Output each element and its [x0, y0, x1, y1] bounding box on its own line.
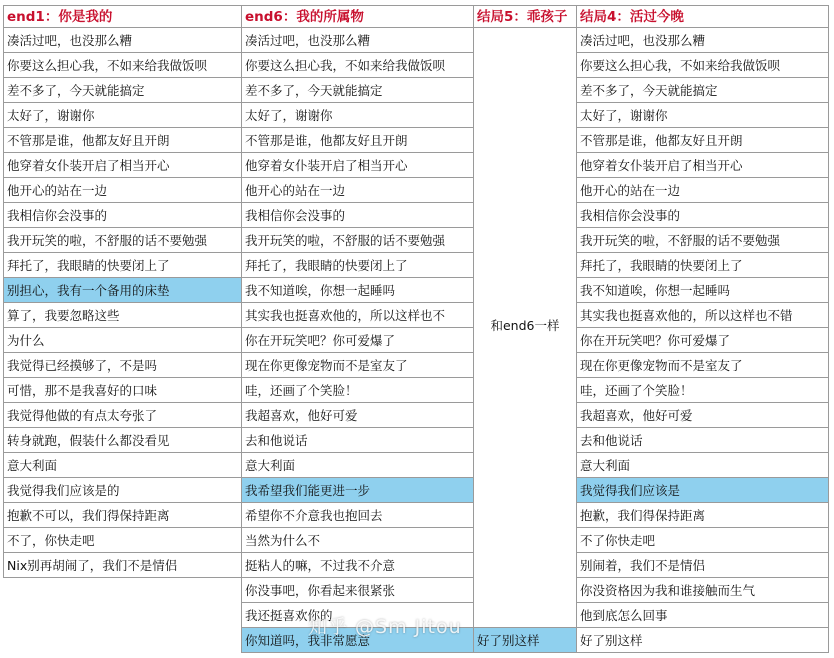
table-cell: 我开玩笑的啦，不舒服的话不要勉强 — [241, 228, 473, 253]
table-cell: 我超喜欢，他好可爱 — [576, 403, 829, 428]
table-cell: 不了你快走吧 — [576, 528, 829, 553]
table-cell: 我还挺喜欢你的 — [241, 603, 473, 628]
column-header: end6：我的所属物 — [241, 5, 473, 28]
table-cell: 凑活过吧，也没那么糟 — [241, 28, 473, 53]
table-cell: 别闹着，我们不是情侣 — [576, 553, 829, 578]
table-cell: 你在开玩笑吧？你可爱爆了 — [576, 328, 829, 353]
table-cell: 挺粘人的嘛，不过我不介意 — [241, 553, 473, 578]
table-cell: 你知道吗，我非常愿意 — [241, 628, 473, 653]
table-cell: 抱歉，我们得保持距离 — [576, 503, 829, 528]
table-cell: 我觉得他做的有点太夸张了 — [3, 403, 241, 428]
table-cell: 他开心的站在一边 — [241, 178, 473, 203]
table-cell: 我不知道唉，你想一起睡吗 — [576, 278, 829, 303]
table-cell: 拜托了，我眼睛的快要闭上了 — [576, 253, 829, 278]
table-cell: 差不多了，今天就能搞定 — [576, 78, 829, 103]
table-cell: 他穿着女仆装开启了相当开心 — [3, 153, 241, 178]
table-cell: 你没事吧，你看起来很紧张 — [241, 578, 473, 603]
table-cell: 你在开玩笑吧？你可爱爆了 — [241, 328, 473, 353]
table-cell: 太好了，谢谢你 — [241, 103, 473, 128]
table-cell: 差不多了，今天就能搞定 — [241, 78, 473, 103]
column-end1 — [3, 5, 241, 578]
table-cell: 你没资格因为我和谁接触而生气 — [576, 578, 829, 603]
column-end6 — [241, 5, 473, 653]
column-header: 结局4：活过今晚 — [576, 5, 829, 28]
column-rows — [3, 28, 241, 578]
table-cell: 你要这么担心我，不如来给我做饭呗 — [576, 53, 829, 78]
table-cell: 我开玩笑的啦，不舒服的话不要勉强 — [576, 228, 829, 253]
table-cell: 不管那是谁，他都友好且开朗 — [241, 128, 473, 153]
table-cell: 我觉得我们应该是的 — [3, 478, 241, 503]
table-cell: 我觉得已经摸够了，不是吗 — [3, 353, 241, 378]
table-cell: 他开心的站在一边 — [3, 178, 241, 203]
table-cell: 哇，还画了个笑脸！ — [576, 378, 829, 403]
table-cell: 差不多了，今天就能搞定 — [3, 78, 241, 103]
table-cell: 希望你不介意我也抱回去 — [241, 503, 473, 528]
table-cell: 为什么 — [3, 328, 241, 353]
table-cell: 去和他说话 — [241, 428, 473, 453]
merged-cell-text: 和end6一样 — [490, 318, 560, 333]
table-cell: 去和他说话 — [576, 428, 829, 453]
table-cell: 意大利面 — [576, 453, 829, 478]
table-cell-highlighted: 好了别这样 — [473, 628, 576, 653]
table-cell: 他穿着女仆装开启了相当开心 — [241, 153, 473, 178]
column-ending4 — [576, 5, 829, 653]
table-cell: 不管那是谁，他都友好且开朗 — [3, 128, 241, 153]
merged-cell — [473, 28, 576, 628]
column-rows — [241, 28, 473, 653]
table-cell: 我觉得我们应该是 — [576, 478, 829, 503]
table-cell: 我相信你会没事的 — [241, 203, 473, 228]
table-cell: 其实我也挺喜欢他的，所以这样也不错 — [576, 303, 829, 328]
table-cell: Nix别再胡闹了，我们不是情侣 — [3, 553, 241, 578]
table-cell: 太好了，谢谢你 — [576, 103, 829, 128]
table-cell: 现在你更像宠物而不是室友了 — [576, 353, 829, 378]
table-cell: 拜托了，我眼睛的快要闭上了 — [3, 253, 241, 278]
table-cell: 算了，我要忽略这些 — [3, 303, 241, 328]
table-cell: 你要这么担心我，不如来给我做饭呗 — [241, 53, 473, 78]
column-ending5 — [473, 5, 576, 653]
table-cell: 不管那是谁，他都友好且开朗 — [576, 128, 829, 153]
table-cell: 太好了，谢谢你 — [3, 103, 241, 128]
table-cell: 我开玩笑的啦，不舒服的话不要勉强 — [3, 228, 241, 253]
table-cell: 我不知道唉，你想一起睡吗 — [241, 278, 473, 303]
table-cell: 抱歉不可以，我们得保持距离 — [3, 503, 241, 528]
column-header: end1：你是我的 — [3, 5, 241, 28]
table-cell: 凑活过吧，也没那么糟 — [3, 28, 241, 53]
table-cell: 他开心的站在一边 — [576, 178, 829, 203]
table-cell: 他穿着女仆装开启了相当开心 — [576, 153, 829, 178]
table-cell: 我超喜欢，他好可爱 — [241, 403, 473, 428]
watermark: 知乎 @Sm Jitou — [308, 616, 462, 638]
table-cell: 你要这么担心我，不如来给我做饭呗 — [3, 53, 241, 78]
table-cell: 好了别这样 — [576, 628, 829, 653]
column-header: 结局5：乖孩子 — [473, 5, 576, 28]
table-cell: 可惜，那不是我喜好的口味 — [3, 378, 241, 403]
table-cell: 他到底怎么回事 — [576, 603, 829, 628]
table-cell: 转身就跑，假装什么都没看见 — [3, 428, 241, 453]
table-cell: 意大利面 — [241, 453, 473, 478]
table-cell: 别担心，我有一个备用的床垫 — [3, 278, 241, 303]
table-cell: 拜托了，我眼睛的快要闭上了 — [241, 253, 473, 278]
table-cell: 凑活过吧，也没那么糟 — [576, 28, 829, 53]
table-cell: 哇，还画了个笑脸！ — [241, 378, 473, 403]
table-cell: 其实我也挺喜欢他的，所以这样也不 — [241, 303, 473, 328]
table-cell: 我相信你会没事的 — [3, 203, 241, 228]
table-cell: 当然为什么不 — [241, 528, 473, 553]
table-cell: 现在你更像宠物而不是室友了 — [241, 353, 473, 378]
table-cell: 我相信你会没事的 — [576, 203, 829, 228]
table-cell: 不了，你快走吧 — [3, 528, 241, 553]
column-rows — [576, 28, 829, 653]
table-cell: 意大利面 — [3, 453, 241, 478]
table-cell: 我希望我们能更进一步 — [241, 478, 473, 503]
